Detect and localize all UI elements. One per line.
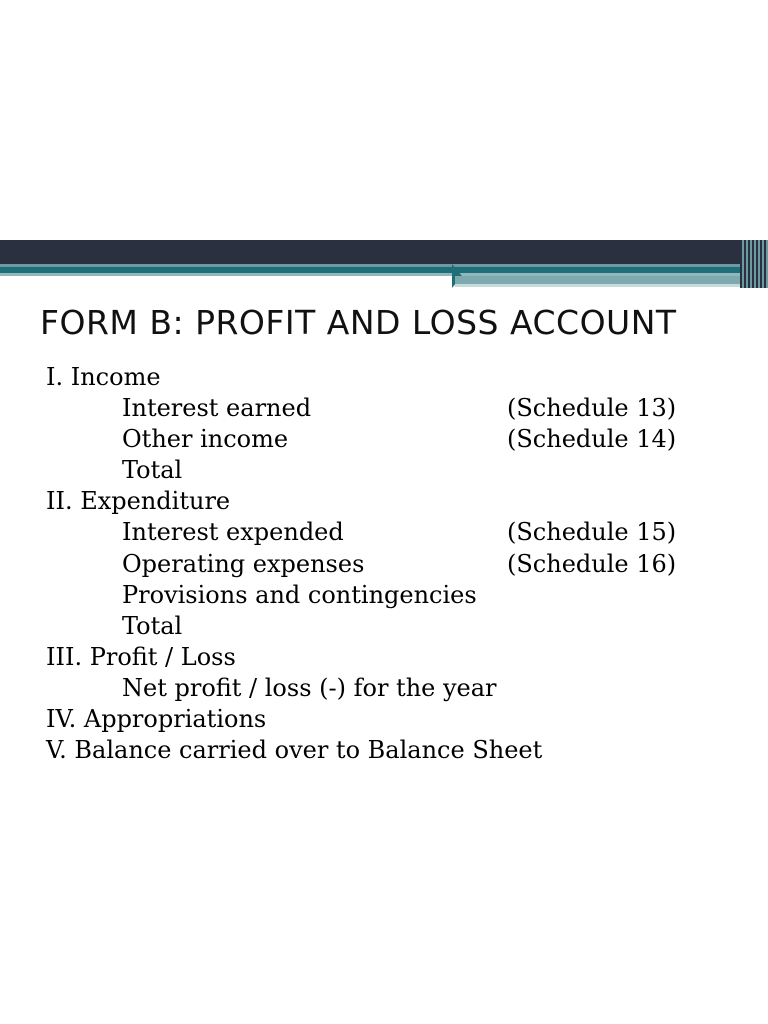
line-profit-loss: III. Profit / Loss: [46, 643, 236, 671]
line-other-income: Other income: [122, 425, 289, 453]
line-expenditure-total: Total: [122, 612, 183, 640]
schedule-ref-13: (Schedule 13): [507, 394, 677, 422]
schedule-ref-16: (Schedule 16): [507, 550, 677, 578]
schedule-ref-15: (Schedule 15): [507, 518, 677, 546]
line-expenditure: II. Expenditure: [46, 487, 231, 515]
header-banner: [0, 240, 768, 288]
line-operating-expenses: Operating expenses: [122, 550, 365, 578]
line-income: I. Income: [46, 363, 161, 391]
line-appropriations: IV. Appropriations: [46, 705, 267, 733]
banner-stripes: [740, 240, 768, 288]
banner-step-band: [455, 276, 768, 284]
banner-dark-band: [0, 240, 768, 264]
line-provisions: Provisions and contingencies: [122, 581, 477, 609]
line-interest-earned: Interest earned: [122, 394, 312, 422]
banner-step-light-band: [455, 284, 768, 287]
line-income-total: Total: [122, 456, 183, 484]
schedule-ref-14: (Schedule 14): [507, 425, 677, 453]
page-title: FORM B: PROFIT AND LOSS ACCOUNT: [40, 303, 677, 342]
line-balance-carried: V. Balance carried over to Balance Sheet: [46, 736, 543, 764]
line-interest-expended: Interest expended: [122, 518, 344, 546]
line-net-profit: Net profit / loss (-) for the year: [122, 674, 497, 702]
